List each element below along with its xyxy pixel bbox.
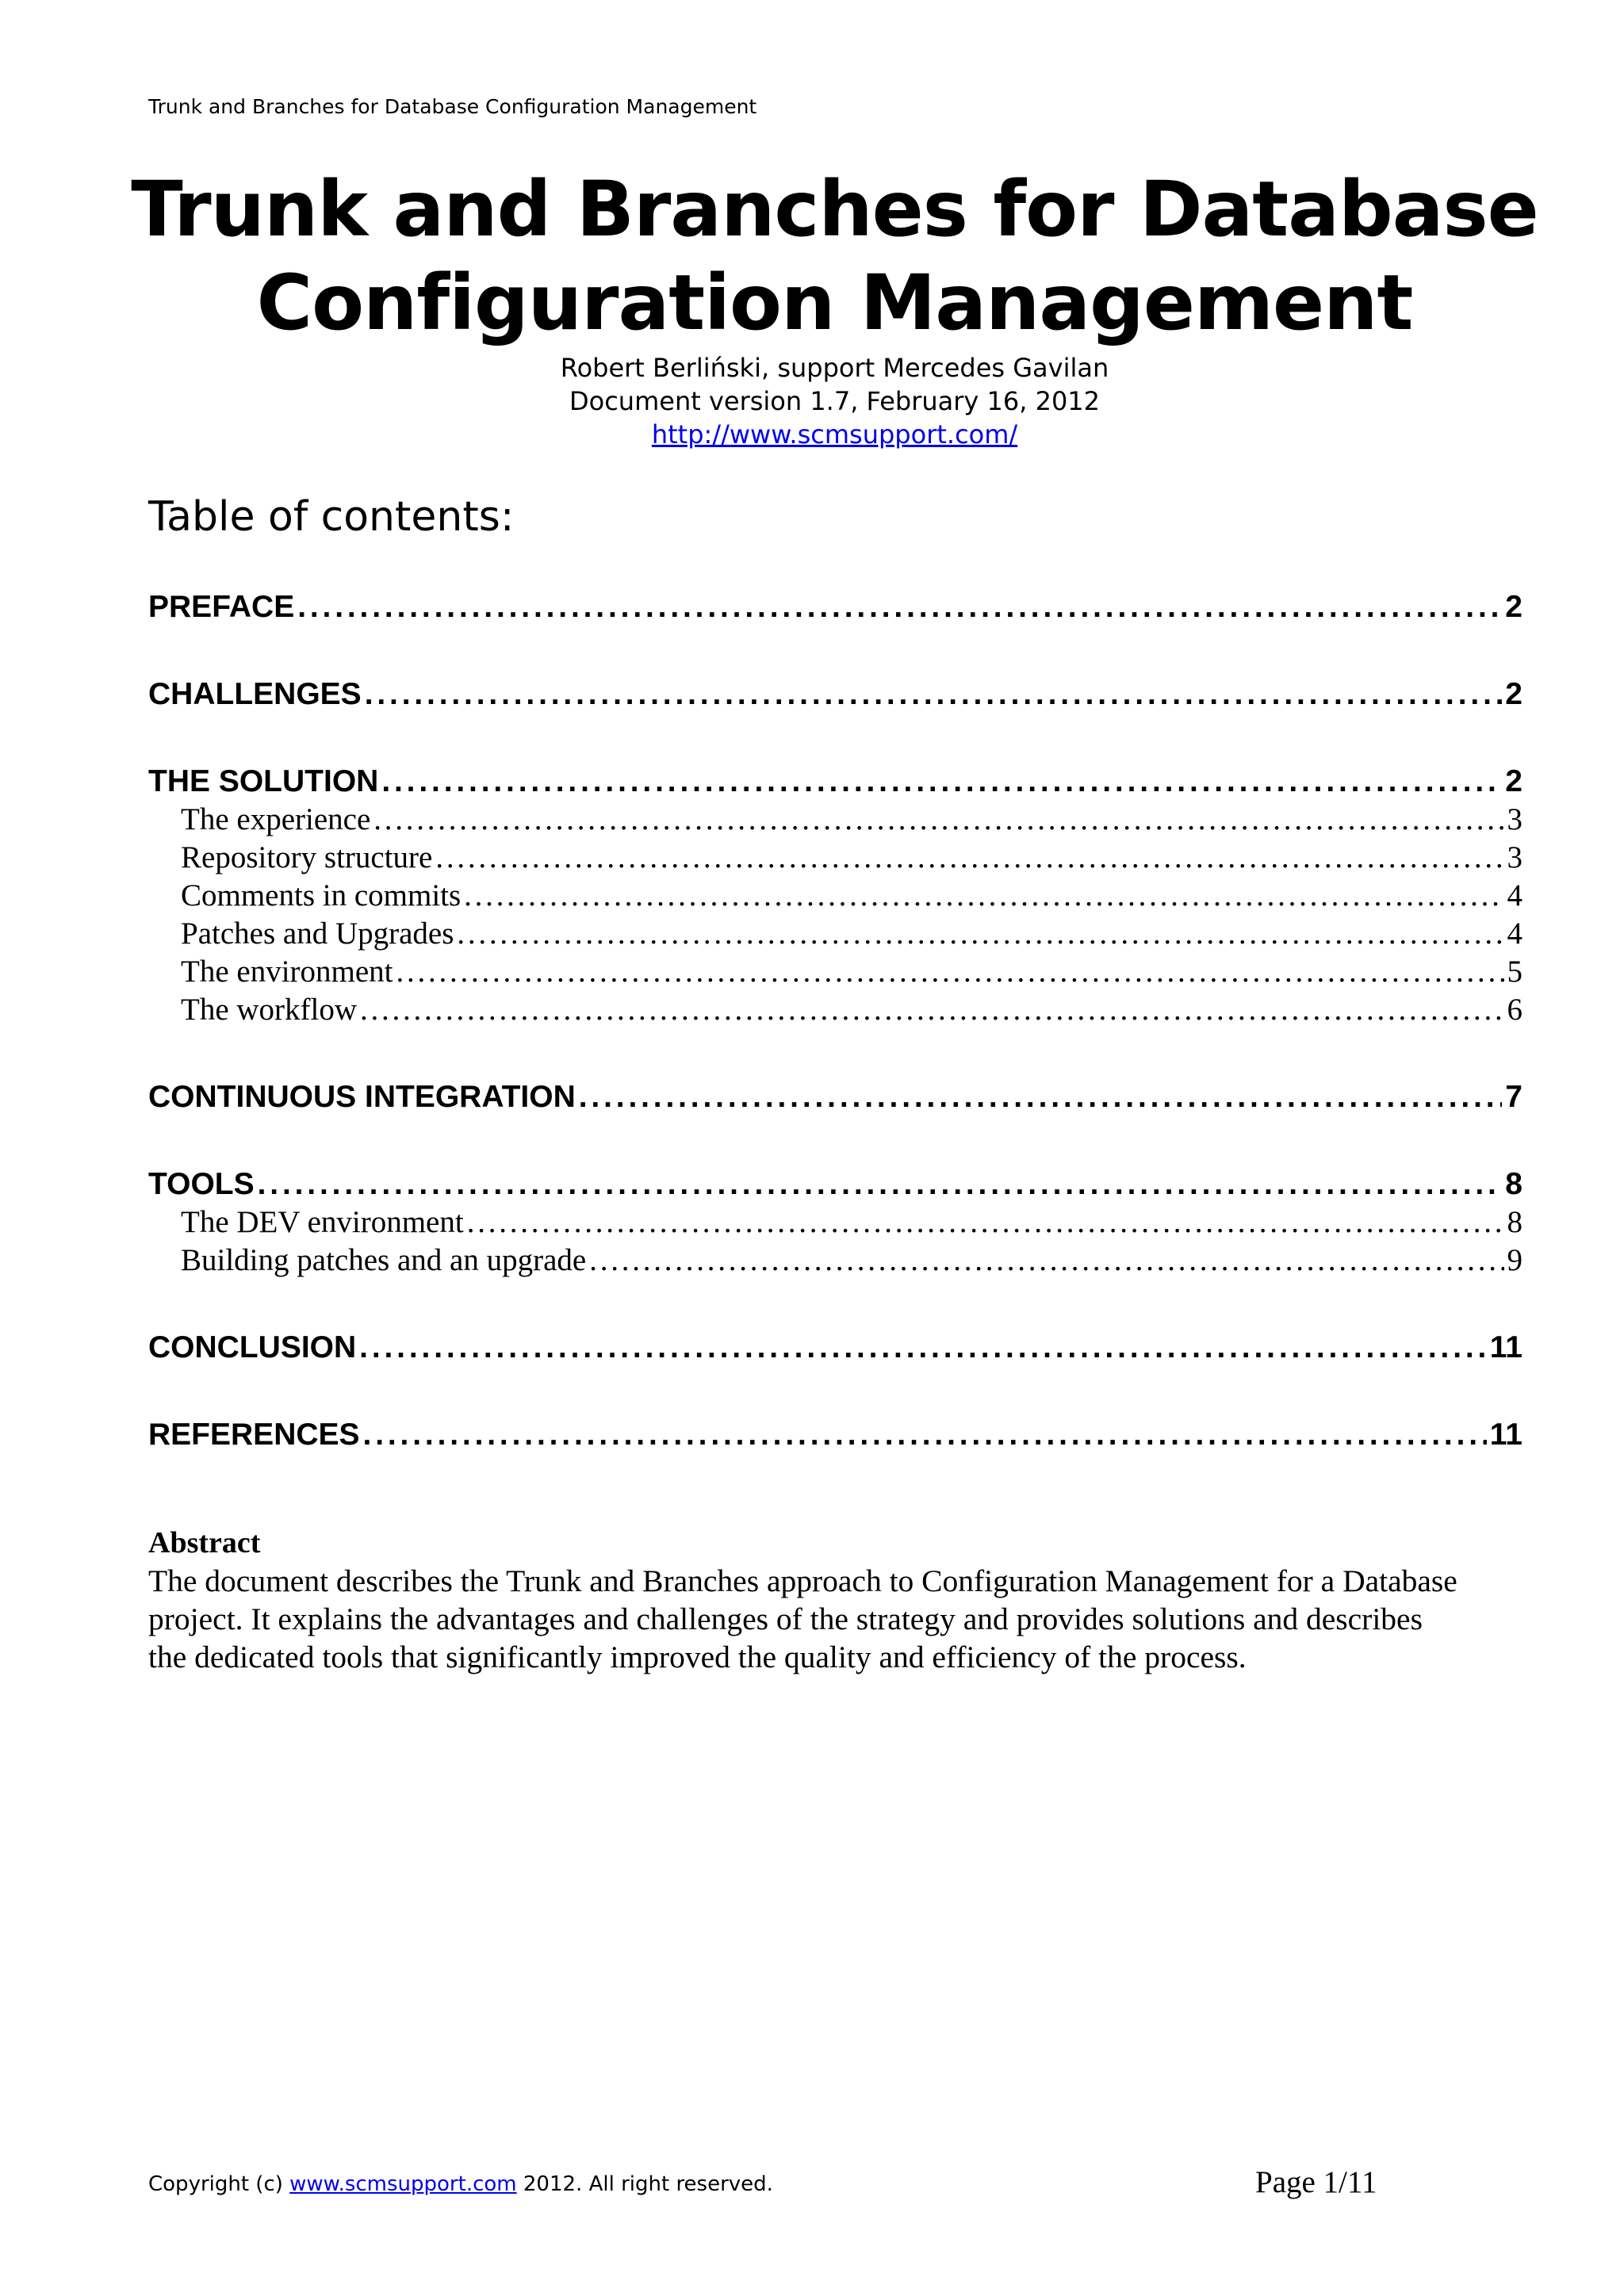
toc-entry-continuous-integration[interactable]	[148, 1078, 1522, 1116]
toc-entry-title: The environment	[181, 955, 393, 989]
toc-leader-dots	[359, 1329, 1487, 1367]
toc-leader-dots	[464, 877, 1503, 915]
toc-entry-title: THE SOLUTION	[148, 764, 379, 798]
toc-leader-dots	[579, 1078, 1503, 1116]
toc-leader-dots	[435, 839, 1503, 877]
page-number: Page 1/11	[1255, 2165, 1377, 2199]
toc-entry-the-dev-environment[interactable]	[181, 1203, 1522, 1242]
website-link[interactable]: http://www.scmsupport.com/	[651, 419, 1018, 450]
toc-entry-title: The experience	[181, 802, 371, 836]
title-line-1: Trunk and Branches for Database	[131, 165, 1538, 254]
toc-entry-page: 11	[1489, 1418, 1522, 1452]
toc-leader-dots	[297, 588, 1502, 626]
toc-leader-dots	[396, 953, 1504, 991]
toc-entry-the-workflow[interactable]	[181, 991, 1522, 1029]
toc-entry-title: CONCLUSION	[148, 1330, 357, 1364]
abstract-body	[148, 1562, 1528, 1676]
toc-leader-dots	[258, 1165, 1503, 1203]
toc-leader-dots	[360, 991, 1503, 1029]
footer-copyright	[148, 2172, 773, 2196]
document-title	[0, 163, 1624, 350]
toc-entry-title: REFERENCES	[148, 1418, 360, 1452]
toc-entry-page: 4	[1507, 916, 1522, 951]
toc-entry-repository-structure[interactable]	[181, 839, 1522, 877]
toc-entry-the-solution[interactable]	[148, 763, 1522, 801]
toc-entry-page: 8	[1507, 1205, 1522, 1239]
toc-entry-challenges[interactable]	[148, 675, 1522, 714]
toc-entry-title: The workflow	[181, 993, 358, 1027]
toc-entry-page: 2	[1505, 677, 1522, 711]
toc-entry-title: Comments in commits	[181, 878, 462, 913]
toc-leader-dots	[373, 801, 1503, 839]
toc-entry-page: 2	[1505, 764, 1522, 798]
toc-entry-title: PREFACE	[148, 590, 295, 624]
abstract-heading: Abstract	[148, 1526, 261, 1559]
toc-entry-title: CONTINUOUS INTEGRATION	[148, 1080, 576, 1114]
toc-entry-page: 11	[1489, 1330, 1522, 1364]
toc-entry-the-environment[interactable]	[181, 953, 1522, 991]
toc-entry-page: 7	[1505, 1080, 1522, 1114]
abstract-line-2: project. It explains the advantages and challenges of the strategy and provides solutions and describes	[148, 1601, 1423, 1636]
toc-entry-building-patches[interactable]	[181, 1242, 1522, 1280]
toc-entry-title: TOOLS	[148, 1167, 255, 1201]
abstract-line-1: The document describes the Trunk and Branches approach to Configuration Management for a Database	[148, 1563, 1457, 1598]
toc-entry-title: Building patches and an upgrade	[181, 1243, 587, 1277]
toc-heading: Table of contents:	[148, 493, 515, 541]
footer-copyright-suffix: 2012. All right reserved.	[516, 2172, 773, 2196]
toc-entry-page: 2	[1505, 590, 1522, 624]
footer-website-link[interactable]: www.scmsupport.com	[289, 2172, 517, 2196]
toc-leader-dots	[363, 1416, 1487, 1454]
toc-leader-dots	[589, 1242, 1503, 1280]
toc-entry-preface[interactable]	[148, 588, 1522, 626]
toc-leader-dots	[381, 763, 1502, 801]
toc-entry-title: Patches and Upgrades	[181, 916, 454, 951]
toc-entry-title: The DEV environment	[181, 1205, 464, 1239]
abstract-line-3: the dedicated tools that significantly improved the quality and efficiency of the process.	[148, 1640, 1247, 1674]
toc-leader-dots	[467, 1203, 1504, 1242]
footer-copyright-prefix: Copyright (c)	[148, 2172, 290, 2196]
toc-entry-page: 8	[1505, 1167, 1522, 1201]
toc-entry-page: 3	[1507, 840, 1522, 874]
toc-entry-page: 6	[1507, 993, 1522, 1027]
toc-entry-page: 9	[1507, 1243, 1522, 1277]
toc-entry-title: CHALLENGES	[148, 677, 362, 711]
toc-entry-patches-and-upgrades[interactable]	[181, 915, 1522, 953]
toc-entry-the-experience[interactable]	[181, 801, 1522, 839]
toc-entry-page: 5	[1507, 955, 1522, 989]
toc-leader-dots	[365, 675, 1503, 714]
toc-entry-tools[interactable]	[148, 1165, 1522, 1203]
version-line: Document version 1.7, February 16, 2012	[569, 386, 1101, 416]
toc-leader-dots	[457, 915, 1503, 953]
toc-entry-title: Repository structure	[181, 840, 433, 874]
toc-entry-references[interactable]	[148, 1416, 1522, 1454]
toc-entry-page: 4	[1507, 878, 1522, 913]
toc-entry-comments-in-commits[interactable]	[181, 877, 1522, 915]
toc-entry-conclusion[interactable]	[148, 1329, 1522, 1367]
title-line-2: Configuration Management	[256, 258, 1413, 347]
running-header: Trunk and Branches for Database Configuration Management	[148, 95, 757, 118]
author-line: Robert Berliński, support Mercedes Gavilan	[560, 353, 1109, 383]
toc-entry-page: 3	[1507, 802, 1522, 836]
